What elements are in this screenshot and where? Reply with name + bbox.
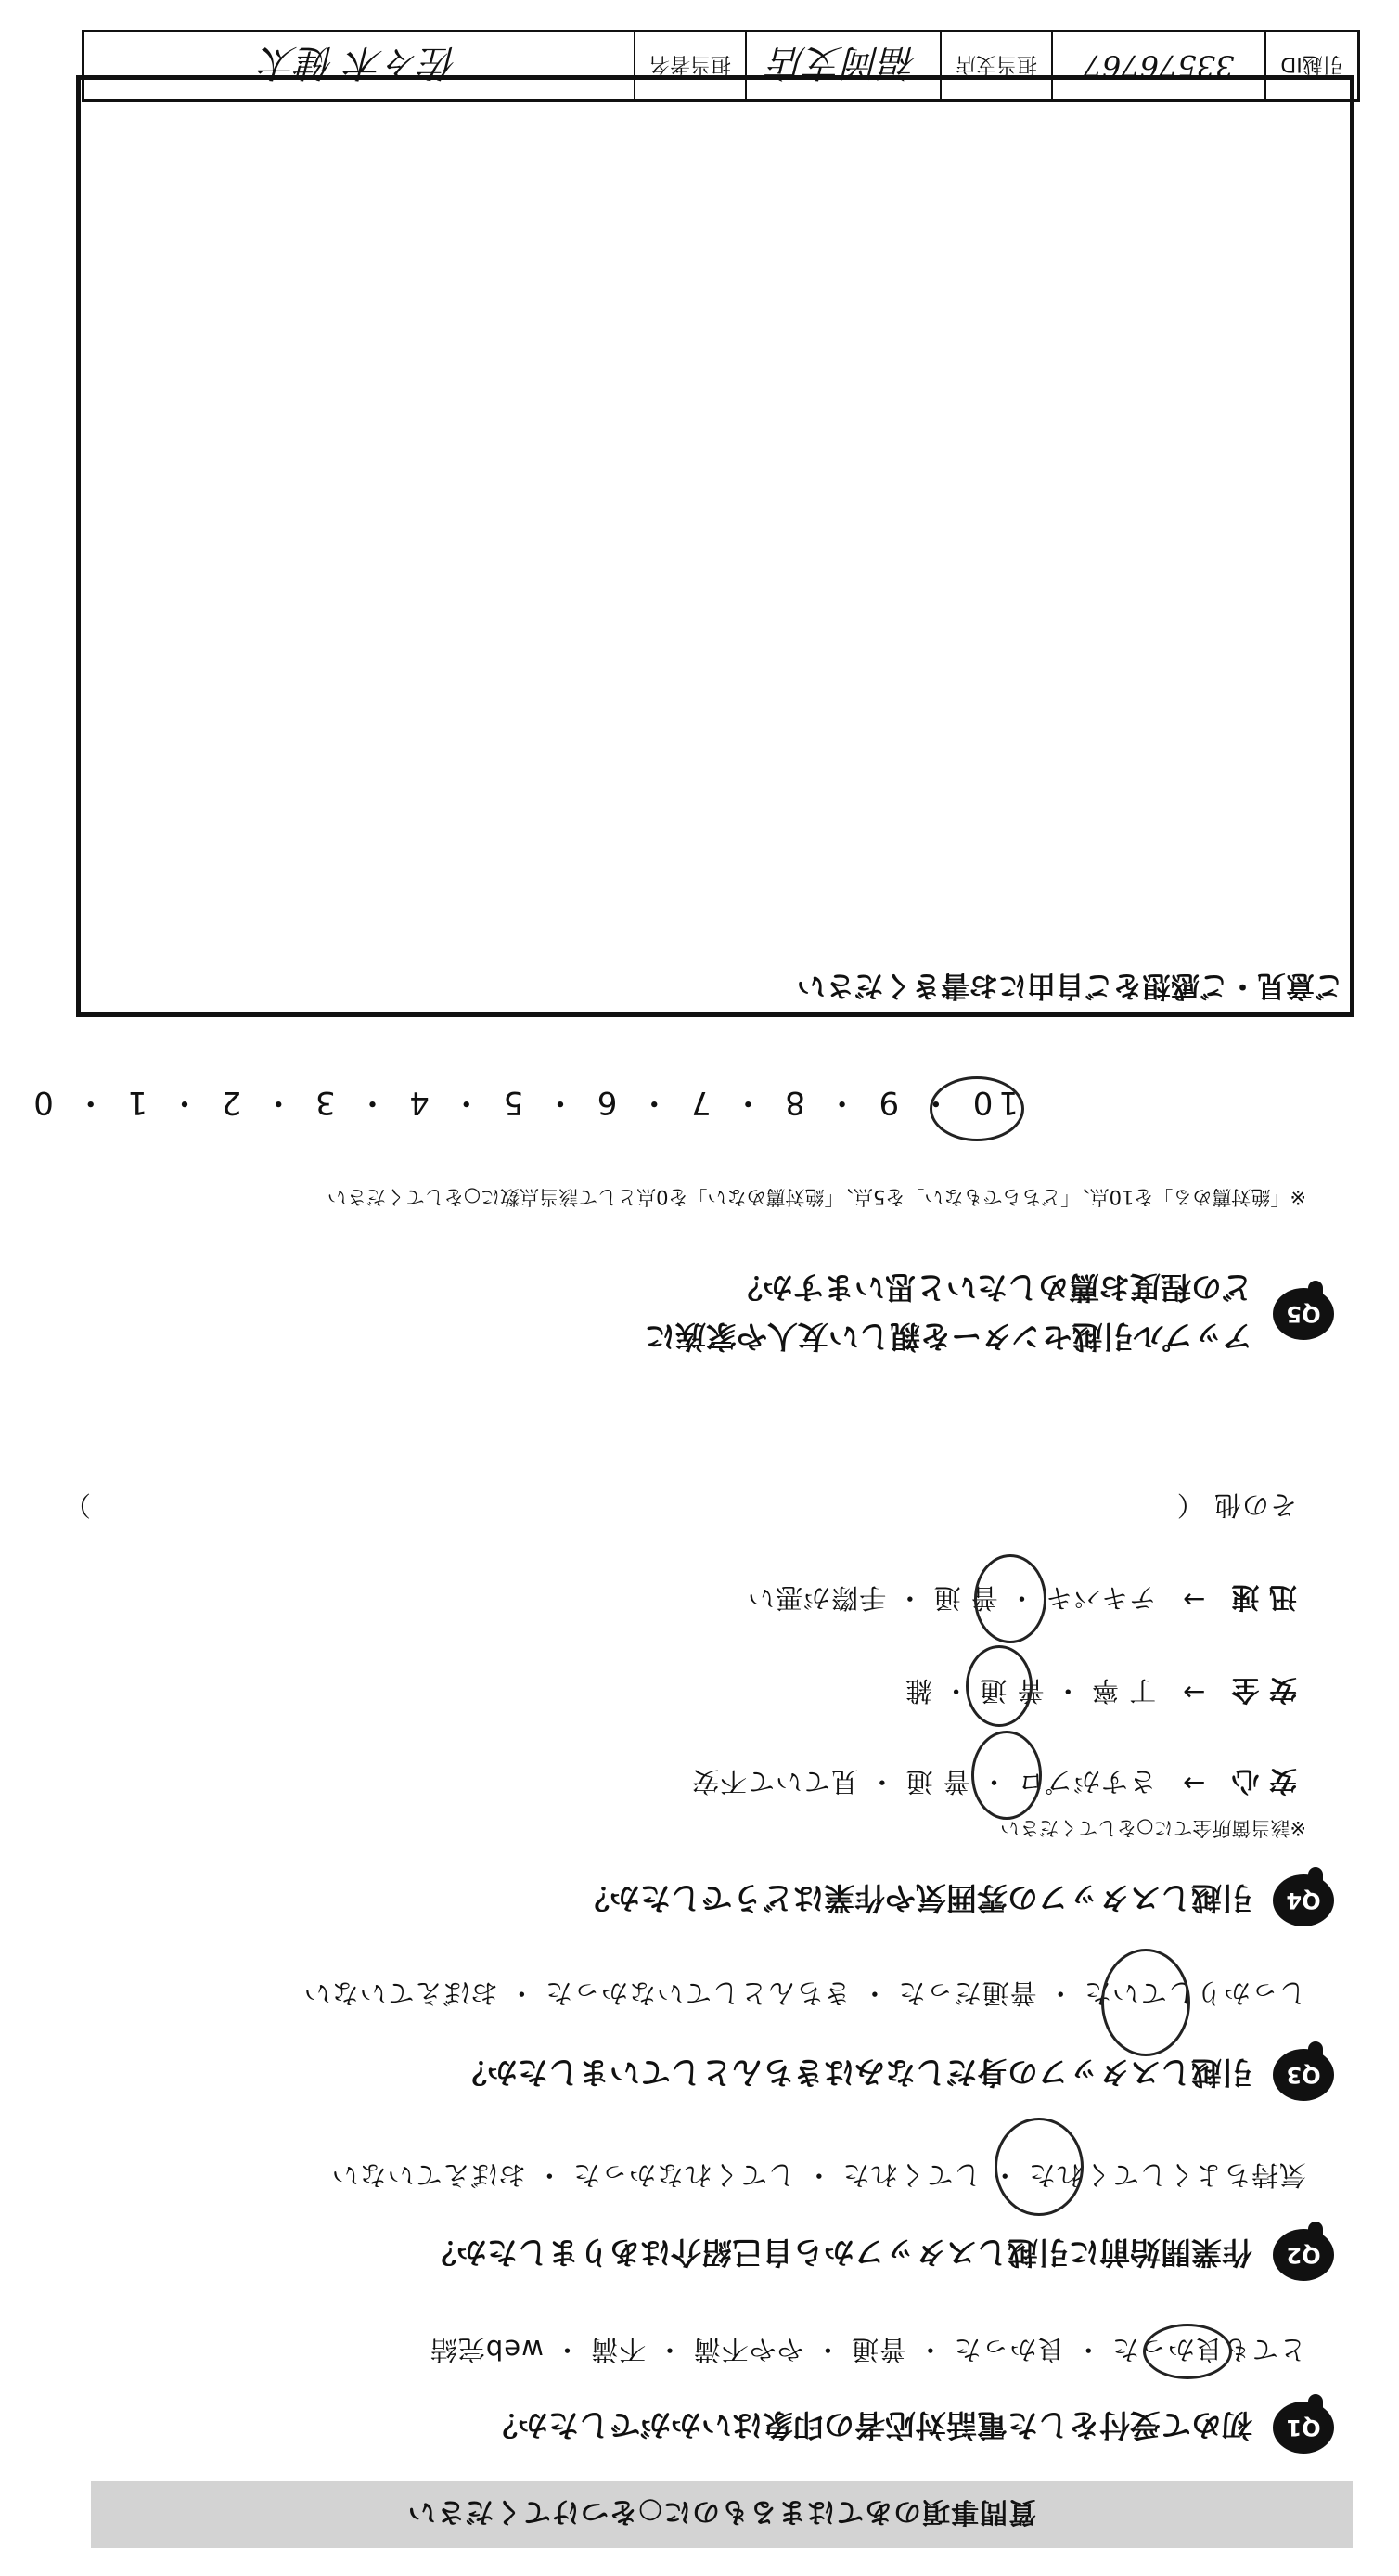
- q5-question-line2: どの程度お薦めしたいと思いますか？: [732, 1269, 1252, 1306]
- q4-anzen-mark: [966, 1645, 1033, 1727]
- q3-badge: Q3: [1273, 2049, 1334, 2101]
- q5-question-line1: アップル引越センターを親しい友人や家族に: [644, 1319, 1252, 1355]
- q4-heading: [579, 1874, 1334, 1926]
- q3-answer-mark: [1101, 1949, 1190, 2056]
- q5-heading: [645, 1268, 1334, 1360]
- q4-row-label: 迅 速: [1231, 1580, 1297, 1613]
- comment-label: ご意見・ご感想をご自由にお書きください: [797, 969, 1343, 1002]
- arrow-icon: →: [1182, 1768, 1206, 1799]
- arrow-icon: →: [1182, 1584, 1206, 1616]
- q4-question: 引越しスタッフの雰囲気や作業はどうでしたか？: [579, 1880, 1252, 1917]
- comment-box[interactable]: [76, 75, 1354, 1017]
- q1-heading: [487, 2402, 1334, 2454]
- q1-question: 初めて受付をした電話対応者の印象はいかがでしたか？: [487, 2407, 1252, 2444]
- q4-row-options: テキパキ ・ 普 通 ・ 手際が悪い: [747, 1582, 1157, 1615]
- staff-label: 担当者名: [634, 32, 745, 99]
- q5-question: [645, 1268, 1252, 1360]
- q4-other-close: ）: [62, 1489, 91, 1521]
- q4-anshin-mark: [971, 1731, 1042, 1820]
- q5-answer-mark: [930, 1076, 1024, 1141]
- id-label: 引越ID: [1264, 32, 1357, 99]
- q2-heading: [426, 2229, 1334, 2281]
- q3-heading: [456, 2049, 1334, 2101]
- branch-label: 担当支店: [940, 32, 1051, 99]
- q2-question: 作業開始前に引越しスタッフから自己紹介はありましたか？: [426, 2235, 1252, 2272]
- q4-row-options: 丁 寧 ・ 普 通 ・ 雑: [904, 1675, 1157, 1707]
- q1-answer-mark: [1143, 2324, 1232, 2379]
- staff-value: 佐々木 健太: [260, 41, 458, 84]
- q4-other-open: その他 （: [1175, 1489, 1297, 1521]
- arrow-icon: →: [1182, 1677, 1206, 1708]
- id-value: 33576767: [1051, 32, 1264, 99]
- q1-options: とても良かった ・ 良かった ・ 普通 ・ やや不満 ・ 不満 ・ web完結: [429, 2334, 1306, 2365]
- q3-question: 引越しスタッフの身だしなみはきちんとしていましたか？: [456, 2054, 1252, 2092]
- q2-options: 気持ちよくしてくれた ・ してくれた ・ してくれなかった ・ おぼえていない: [330, 2159, 1306, 2191]
- q2-badge: Q2: [1273, 2229, 1334, 2281]
- q2-answer-mark: [995, 2118, 1084, 2216]
- q5-badge: Q5: [1273, 1288, 1334, 1340]
- q4-row-label: 安 心: [1231, 1764, 1297, 1797]
- q5-scale: 10 ・ 9 ・ 8 ・ 7 ・ 6 ・ 5 ・ 4 ・ 3 ・ 2 ・ 1 ・ 0: [28, 1084, 1019, 1121]
- q4-row-label: 安 全: [1231, 1673, 1297, 1706]
- id-table: [82, 30, 1360, 102]
- q4-row-options: さすがプロ ・ 普 通 ・ 見ていて不安: [691, 1766, 1157, 1798]
- branch-value: 福岡支店: [745, 32, 940, 99]
- q3-options: しっかりしていた ・ 普通だった ・ きちんとしていなかった ・ おぼえていない: [302, 1977, 1306, 2009]
- q4-row-anzen: [905, 1672, 1297, 1713]
- q5-note: ※「絶対薦める」を10点、「どちらでもない」を5点、「絶対薦めない」を0点として該当点数に○をしてください: [327, 1186, 1306, 1208]
- q1-badge: Q1: [1273, 2402, 1334, 2454]
- q4-note: ※該当箇所全てに○をしてください: [1000, 1817, 1306, 1839]
- instruction-header: 質問事項のあてはまるものに○をつけてください: [91, 2481, 1353, 2548]
- q4-jinsoku-mark: [974, 1554, 1046, 1643]
- q4-badge: Q4: [1273, 1874, 1334, 1926]
